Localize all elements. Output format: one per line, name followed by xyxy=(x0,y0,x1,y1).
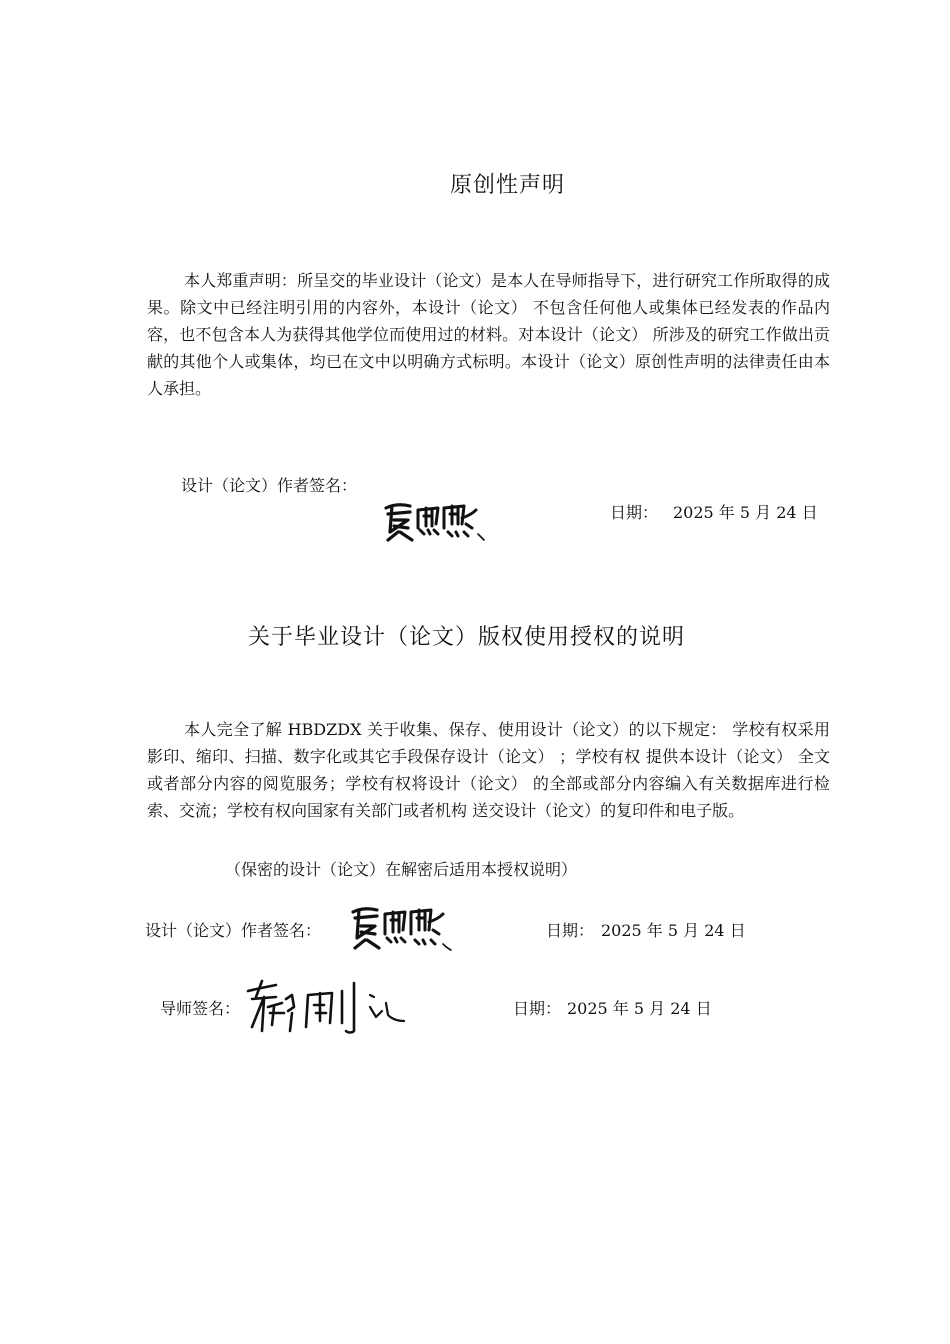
declaration-handwritten-signature xyxy=(380,494,490,542)
advisor-handwritten-signature xyxy=(242,977,412,1035)
declaration-signature-label: 设计（论文）作者签名： xyxy=(181,476,358,495)
author-date-label: 日期： xyxy=(546,921,595,940)
advisor-date-label: 日期： xyxy=(513,999,562,1018)
advisor-signature-label: 导师签名： xyxy=(160,999,241,1018)
authorization-body: 本人完全了解 HBDZDX 关于收集、保存、使用设计（论文）的以下规定： 学校有权采用影印、缩印、扫描、数字化或其它手段保存设计（论文） ；学校有权 提供本设计（论文） 全文或者部分内容的阅览服务；学校有权将设计（论文） 的全部或部分内容编入有关数据库进行检索、交流；学校有权向国家有关部门或者机构 送交设计（论文）的复印件和电子版。 xyxy=(147,720,830,820)
author-signature-label: 设计（论文）作者签名： xyxy=(145,921,322,940)
author-date: 2025 年 5 月 24 日 xyxy=(601,921,746,940)
advisor-date: 2025 年 5 月 24 日 xyxy=(567,999,712,1018)
author-handwritten-signature xyxy=(347,900,457,952)
declaration-date: 2025 年 5 月 24 日 xyxy=(673,503,818,522)
authorization-title: 关于毕业设计（论文）版权使用授权的说明 xyxy=(248,625,686,650)
declaration-date-label: 日期： xyxy=(610,503,659,522)
declaration-body: 本人郑重声明：所呈交的毕业设计（论文）是本人在导师指导下，进行研究工作所取得的成果。除文中已经注明引用的内容外，本设计（论文） 不包含任何他人或集体已经发表的作品内容，也不包含本人为获得其他学位而使用过的材料。对本设计（论文） 所涉及的研究工作做出贡献的其他个人或集体，均已在文中以明确方式标明。本设计（论文）原创性声明的法律责任由本人承担。 xyxy=(147,271,830,398)
authorization-note: （保密的设计（论文）在解密后适用本授权说明） xyxy=(225,860,578,879)
declaration-title: 原创性声明 xyxy=(450,173,566,198)
